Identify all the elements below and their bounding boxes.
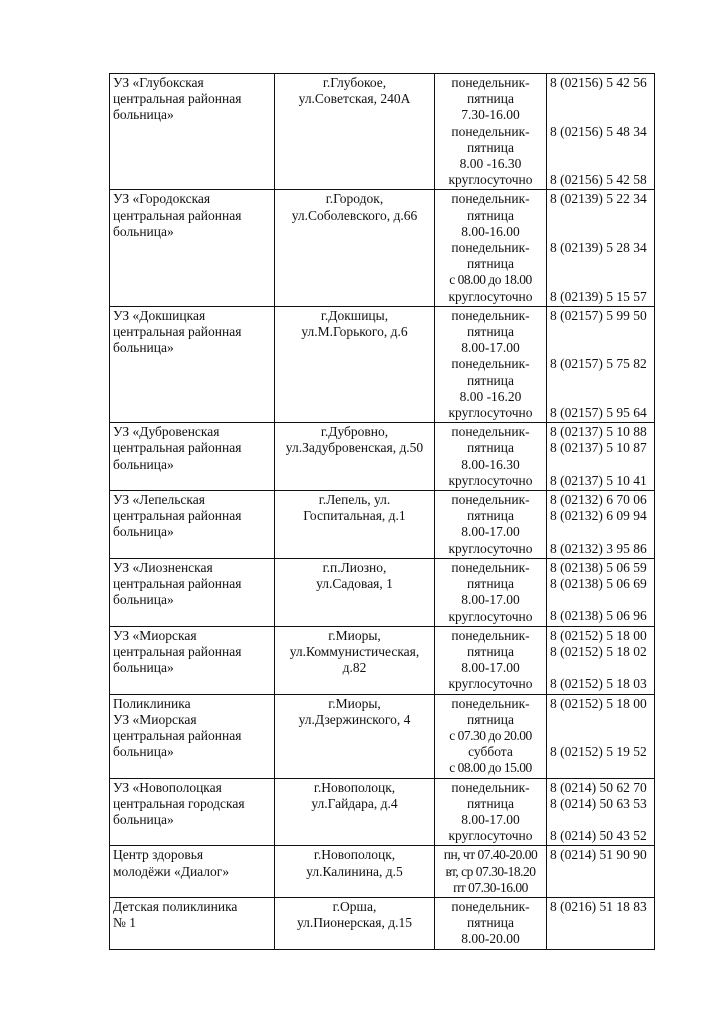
working-hours-cell [435, 897, 547, 949]
working-hours-line: 8.00-17.00 [461, 811, 520, 827]
address-line: г.Докшицы, [320, 307, 389, 323]
institution-name-line: УЗ «Докшицкая [113, 307, 206, 323]
institution-name-line: больница» [113, 744, 174, 760]
institution-name-line: УЗ «Миорская [113, 627, 197, 643]
address-line: ул.Пионерская, д.15 [296, 915, 412, 931]
institution-name-line: УЗ «Миорская [113, 711, 197, 727]
working-hours-line: понедельник- [451, 240, 530, 256]
working-hours-line: 7.30-16.00 [461, 107, 520, 123]
institution-name-line: больница» [113, 592, 174, 608]
institution-name-line: № 1 [113, 915, 137, 931]
institution-name-line: УЗ «Городокская [113, 191, 211, 207]
phone-line [550, 373, 651, 389]
working-hours-line: понедельник- [451, 75, 530, 90]
address-line: ул.Коммунистическая, [289, 643, 420, 659]
address-line: г.Лепель, ул. [318, 492, 391, 508]
working-hours-line: понедельник- [451, 356, 530, 372]
phone-line [550, 524, 651, 540]
phone-line: 8 (02157) 5 75 82 [550, 356, 647, 372]
address-cell [275, 306, 435, 422]
institution-name-cell [110, 491, 275, 559]
phone-line: 8 (02139) 5 28 34 [550, 240, 647, 255]
working-hours-line: пятница [467, 372, 514, 388]
address-cell [275, 626, 435, 694]
institution-name-line: больница» [113, 340, 174, 356]
phone-line [550, 592, 651, 608]
phone-cell [547, 558, 655, 626]
working-hours-line: 8.00 -16.30 [459, 156, 522, 172]
phone-line: 8 (02138) 5 06 69 [550, 576, 647, 592]
institution-name-cell [110, 846, 275, 898]
working-hours-cell [435, 306, 547, 422]
phone-line: 8 (02156) 5 42 58 [550, 172, 647, 188]
address-cell [275, 491, 435, 559]
address-line: г.Орша, [332, 898, 377, 914]
address-line: Госпитальная, д.1 [303, 508, 406, 524]
working-hours-line: суббота [468, 744, 513, 760]
institution-name-cell [110, 74, 275, 190]
address-cell [275, 846, 435, 898]
phone-line [550, 324, 651, 340]
working-hours-line: круглосуточно [448, 608, 533, 624]
address-cell [275, 897, 435, 949]
table-row [110, 626, 655, 694]
working-hours-line: пятница [467, 324, 514, 340]
working-hours-line: с 08.00 до 18.00 [449, 272, 532, 288]
working-hours-line: понедельник- [451, 307, 530, 323]
phone-line: 8 (02152) 5 18 00 [550, 627, 647, 643]
institution-name-cell [110, 423, 275, 491]
phone-cell [547, 897, 655, 949]
working-hours-line: пятница [467, 440, 514, 456]
institution-name-line: больница» [113, 456, 174, 472]
phone-line [550, 256, 651, 272]
address-line: г.п.Лиозно, [322, 559, 387, 575]
working-hours-line: понедельник- [451, 559, 530, 575]
working-hours-cell [435, 778, 547, 846]
phone-line: 8 (02139) 5 22 34 [550, 191, 647, 207]
phone-cell [547, 694, 655, 778]
address-line: г.Городок, [325, 191, 384, 207]
table-row [110, 190, 655, 306]
address-line: г.Глубокое, [322, 75, 387, 90]
working-hours-cell [435, 626, 547, 694]
phone-cell [547, 778, 655, 846]
phone-line [550, 864, 651, 880]
phone-line: 8 (02138) 5 06 96 [550, 608, 647, 624]
working-hours-cell [435, 74, 547, 190]
phone-line: 8 (02132) 6 09 94 [550, 508, 647, 524]
working-hours-line: пятница [467, 795, 514, 811]
table-row [110, 74, 655, 190]
working-hours-line: 8.00 -16.20 [459, 388, 522, 404]
phone-cell [547, 423, 655, 491]
institution-name-cell [110, 694, 275, 778]
institution-name-line: центральная районная [113, 576, 242, 592]
institution-name-line: УЗ «Глубокская [113, 75, 204, 90]
working-hours-line: 8.00-17.00 [461, 524, 520, 540]
address-cell [275, 558, 435, 626]
address-line: ул.Дзержинского, 4 [298, 711, 411, 727]
working-hours-line: пятница [467, 139, 514, 155]
phone-line: 8 (0216) 51 18 83 [550, 898, 647, 914]
phone-line: 8 (02156) 5 42 56 [550, 75, 647, 90]
working-hours-line: понедельник- [451, 695, 530, 711]
table-row [110, 491, 655, 559]
institution-name-line: больница» [113, 524, 174, 540]
phone-cell [547, 306, 655, 422]
working-hours-line: круглосуточно [448, 405, 533, 421]
institution-name-line: молодёжи «Диалог» [113, 863, 230, 879]
phone-line: 8 (02138) 5 06 59 [550, 559, 647, 575]
address-line: ул.Задубровенская, д.50 [285, 440, 424, 456]
address-line: г.Новополоцк, [313, 847, 396, 863]
phone-line [550, 208, 651, 224]
address-line: г.Дубровно, [320, 424, 389, 440]
address-cell [275, 190, 435, 306]
institution-name-line: больница» [113, 223, 174, 239]
working-hours-line: круглосуточно [448, 828, 533, 844]
phone-cell [547, 74, 655, 190]
address-line: ул.Калинина, д.5 [306, 863, 403, 879]
phone-line [550, 812, 651, 828]
working-hours-cell [435, 423, 547, 491]
address-cell [275, 74, 435, 190]
institution-name-line: центральная районная [113, 91, 242, 107]
phone-line [550, 660, 651, 676]
working-hours-line: понедельник- [451, 898, 530, 914]
working-hours-line: с 08.00 до 15.00 [449, 760, 532, 776]
working-hours-line: понедельник- [451, 424, 530, 440]
phone-line: 8 (02137) 5 10 87 [550, 440, 647, 456]
working-hours-line: 8.00-17.00 [461, 592, 520, 608]
institution-name-line: Детская поликлиника [113, 898, 238, 914]
phone-line: 8 (02152) 5 18 03 [550, 676, 647, 692]
working-hours-cell [435, 190, 547, 306]
working-hours-line: вт, ср 07.30-18.20 [445, 863, 536, 879]
phone-line: 8 (02156) 5 48 34 [550, 123, 647, 139]
phone-line [550, 91, 651, 107]
address-line: ул.Садовая, 1 [316, 576, 393, 592]
phone-line [550, 728, 651, 744]
phone-line: 8 (02137) 5 10 41 [550, 472, 647, 488]
phone-line [550, 272, 651, 288]
institution-name-line: центральная районная [113, 324, 242, 340]
address-line: ул.М.Горького, д.6 [301, 324, 408, 340]
institution-name-line: центральная районная [113, 508, 242, 524]
institution-name-line: центральная городская [113, 795, 245, 811]
working-hours-line: пятница [467, 711, 514, 727]
phone-line: 8 (02132) 6 70 06 [550, 492, 647, 508]
address-line: г.Миоры, [328, 695, 381, 711]
table-body [110, 74, 655, 950]
phone-line: 8 (0214) 50 62 70 [550, 779, 647, 795]
institution-name-cell [110, 306, 275, 422]
phone-line [550, 880, 651, 896]
institutions-table [109, 73, 655, 950]
table-row [110, 558, 655, 626]
institution-name-cell [110, 778, 275, 846]
working-hours-line: круглосуточно [448, 472, 533, 488]
working-hours-line: пятница [467, 576, 514, 592]
phone-line [550, 340, 651, 356]
working-hours-line: понедельник- [451, 123, 530, 139]
working-hours-line: пятница [467, 508, 514, 524]
phone-line [550, 224, 651, 240]
phone-cell [547, 626, 655, 694]
phone-cell [547, 190, 655, 306]
phone-line [550, 712, 651, 728]
address-line: г.Миоры, [328, 627, 381, 643]
phone-cell [547, 846, 655, 898]
institution-name-line: УЗ «Лепельская [113, 492, 205, 508]
working-hours-line: понедельник- [451, 492, 530, 508]
working-hours-line: 8.00-20.00 [461, 931, 520, 947]
phone-line: 8 (02137) 5 10 88 [550, 424, 647, 440]
phone-line [550, 140, 651, 156]
institution-name-line: Центр здоровья [113, 847, 204, 863]
working-hours-line: пятница [467, 91, 514, 107]
working-hours-line: понедельник- [451, 627, 530, 643]
working-hours-line: пт 07.30-16.00 [453, 879, 528, 895]
address-line: д.82 [342, 660, 367, 676]
working-hours-line: пятница [467, 915, 514, 931]
address-line: г.Новополоцк, [313, 779, 396, 795]
working-hours-line: пн, чт 07.40-20.00 [443, 847, 538, 863]
working-hours-cell [435, 694, 547, 778]
table-row [110, 694, 655, 778]
institution-name-line: больница» [113, 660, 174, 676]
phone-line [550, 107, 651, 123]
working-hours-line: круглосуточно [448, 540, 533, 556]
phone-line [550, 457, 651, 473]
working-hours-line: 8.00-17.00 [461, 340, 520, 356]
institution-name-cell [110, 626, 275, 694]
working-hours-line: 8.00-16.30 [461, 456, 520, 472]
institution-name-cell [110, 897, 275, 949]
working-hours-line: понедельник- [451, 191, 530, 207]
working-hours-line: 8.00-16.00 [461, 223, 520, 239]
phone-line [550, 156, 651, 172]
institution-name-line: больница» [113, 811, 174, 827]
working-hours-cell [435, 558, 547, 626]
institution-name-line: УЗ «Лиозненская [113, 559, 213, 575]
phone-line [550, 760, 651, 776]
address-cell [275, 778, 435, 846]
address-line: ул.Соболевского, д.66 [291, 207, 418, 223]
phone-line: 8 (02152) 5 18 00 [550, 695, 647, 711]
table-row [110, 423, 655, 491]
phone-line [550, 389, 651, 405]
table-row [110, 306, 655, 422]
institution-name-line: больница» [113, 107, 174, 123]
working-hours-line: пятница [467, 207, 514, 223]
table-row [110, 778, 655, 846]
address-line: ул.Гайдара, д.4 [311, 795, 398, 811]
table-row [110, 897, 655, 949]
working-hours-line: с 07.30 до 20.00 [449, 727, 532, 743]
phone-line [550, 915, 651, 931]
phone-line: 8 (02152) 5 18 02 [550, 643, 647, 659]
institution-name-cell [110, 190, 275, 306]
institution-name-cell [110, 558, 275, 626]
table-row [110, 846, 655, 898]
phone-line: 8 (0214) 51 90 90 [550, 847, 647, 863]
address-cell [275, 694, 435, 778]
phone-line: 8 (02152) 5 19 52 [550, 744, 647, 760]
institution-name-line: центральная районная [113, 207, 242, 223]
working-hours-cell [435, 491, 547, 559]
institution-name-line: Поликлиника [113, 695, 191, 711]
working-hours-line: круглосуточно [448, 288, 533, 304]
phone-cell [547, 491, 655, 559]
phone-line: 8 (02132) 3 95 86 [550, 540, 647, 556]
institution-name-line: центральная районная [113, 440, 242, 456]
address-line: ул.Советская, 240А [298, 91, 411, 107]
phone-line: 8 (02139) 5 15 57 [550, 288, 647, 304]
address-cell [275, 423, 435, 491]
working-hours-line: пятница [467, 643, 514, 659]
working-hours-cell [435, 846, 547, 898]
institution-name-line: УЗ «Новополоцкая [113, 779, 222, 795]
working-hours-line: круглосуточно [448, 172, 533, 188]
institution-name-line: центральная районная [113, 643, 242, 659]
phone-line [550, 931, 651, 947]
institution-name-line: УЗ «Дубровенская [113, 424, 220, 440]
working-hours-line: понедельник- [451, 779, 530, 795]
phone-line: 8 (02157) 5 99 50 [550, 307, 647, 323]
phone-line: 8 (0214) 50 43 52 [550, 828, 647, 844]
phone-line: 8 (0214) 50 63 53 [550, 795, 647, 811]
working-hours-line: круглосуточно [448, 676, 533, 692]
working-hours-line: 8.00-17.00 [461, 660, 520, 676]
phone-line: 8 (02157) 5 95 64 [550, 405, 647, 420]
institution-name-line: центральная районная [113, 727, 242, 743]
working-hours-line: пятница [467, 256, 514, 272]
